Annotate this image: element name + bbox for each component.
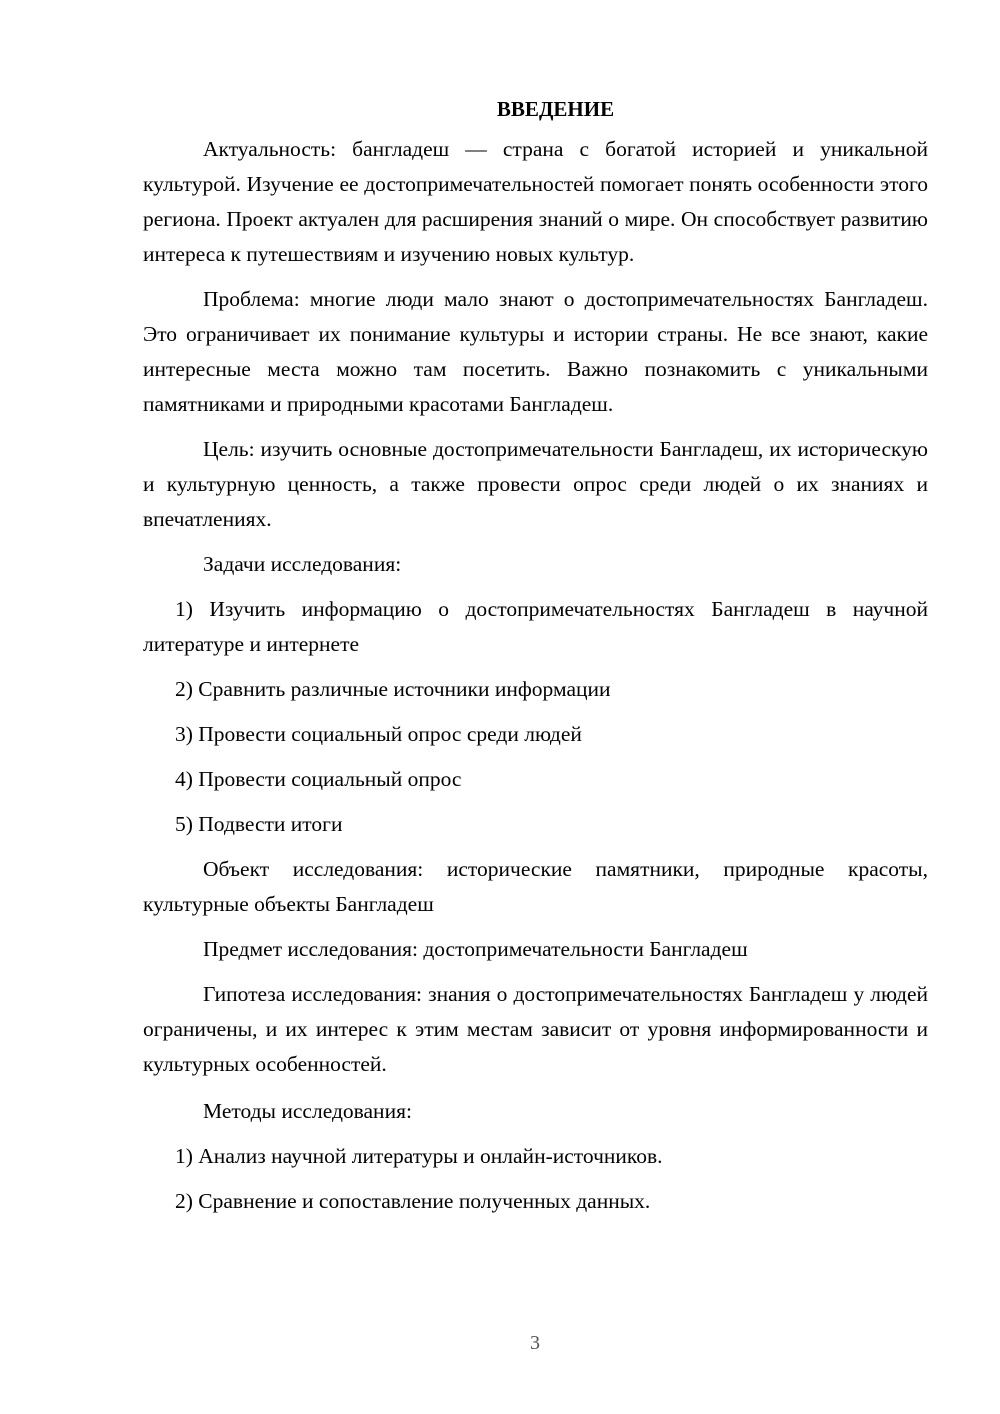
goal-paragraph: Цель: изучить основные достопримечательности Бангладеш, их историческую и культурную ценность, а также провести опрос среди людей о их знаниях и впечатлениях.	[143, 437, 928, 531]
task-item: 4) Провести социальный опрос	[175, 767, 462, 791]
section-title: ВВЕДЕНИЕ	[496, 97, 615, 121]
task-item: 3) Провести социальный опрос среди людей	[175, 722, 582, 746]
problem-paragraph: Проблема: многие люди мало знают о достопримечательностях Бангладеш. Это ограничивает их понимание культуры и истории страны. Не все знают, какие интересные места можно там посетить. Важно познакомить с уникальными памятниками и природными красотами Бангладеш.	[143, 287, 928, 416]
object-paragraph: Объект исследования: исторические памятники, природные красоты, культурные объекты Бангладеш	[143, 857, 928, 916]
page-number: 3	[530, 1332, 540, 1354]
relevance-paragraph: Актуальность: бангладеш — страна с богатой историей и уникальной культурой. Изучение ее достопримечательностей помогает понять особенности этого региона. Проект актуален для расширения знаний о мире. Он способствует развитию интереса к путешествиям и изучению новых культур.	[143, 137, 928, 266]
subject-paragraph: Предмет исследования: достопримечательности Бангладеш	[203, 937, 748, 961]
task-item: 2) Сравнить различные источники информации	[175, 677, 611, 701]
method-item: 2) Сравнение и сопоставление полученных данных.	[175, 1189, 651, 1213]
task-item: 5) Подвести итоги	[175, 812, 343, 836]
page-content	[143, 92, 928, 1229]
hypothesis-paragraph: Гипотеза исследования: знания о достопримечательностях Бангладеш у людей ограничены, и их интерес к этим местам зависит от уровня информированности и культурных особенностей.	[143, 982, 928, 1076]
methods-heading: Методы исследования:	[203, 1099, 412, 1123]
tasks-heading: Задачи исследования:	[203, 552, 402, 576]
method-item: 1) Анализ научной литературы и онлайн-источников.	[175, 1144, 663, 1168]
task-item: 1) Изучить информацию о достопримечательностях Бангладеш в научной литературе и интернете	[143, 597, 928, 656]
